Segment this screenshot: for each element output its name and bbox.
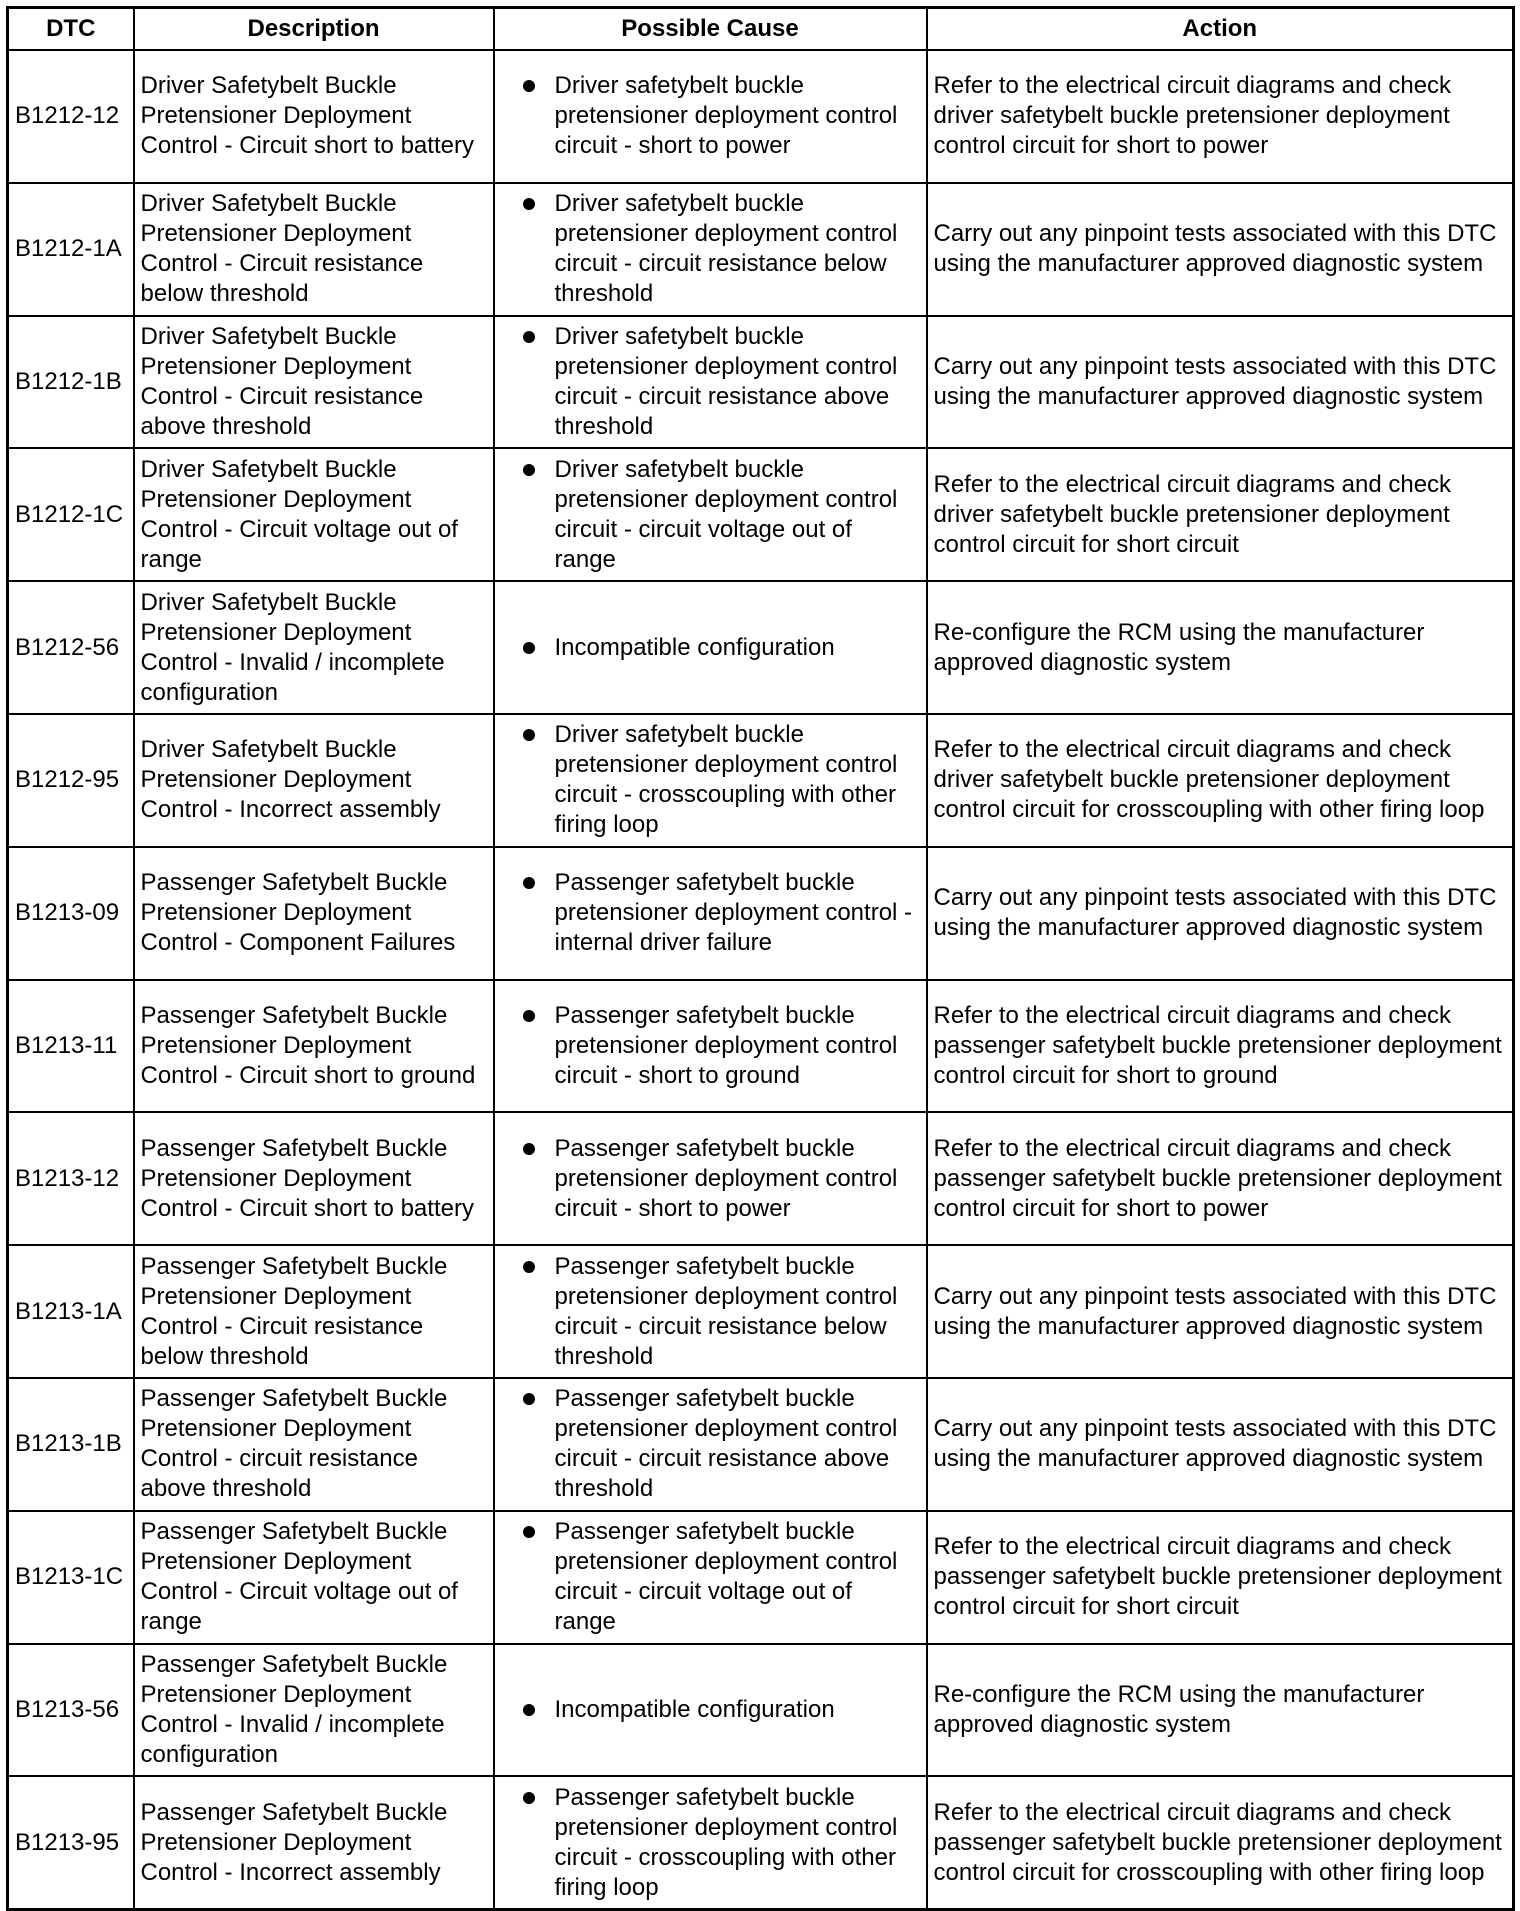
possible-cause-cell: [494, 1776, 927, 1909]
dtc-code: B1213-1A: [8, 1245, 134, 1378]
table-row: [8, 1511, 1514, 1644]
header-description: Description: [134, 8, 494, 51]
dtc-description: Passenger Safetybelt Buckle Pretensioner Deployment Control - Invalid / incomplete configuration: [134, 1644, 494, 1777]
cause-item: [501, 1001, 920, 1091]
dtc-code: B1212-1B: [8, 316, 134, 449]
possible-cause-cell: [494, 847, 927, 980]
table-row: [8, 448, 1514, 581]
action-text: Carry out any pinpoint tests associated with this DTC using the manufacturer approved diagnostic system: [927, 847, 1514, 980]
cause-item: [501, 71, 920, 161]
cause-item: [501, 189, 920, 309]
cause-item: [501, 1384, 920, 1504]
dtc-code: B1213-1C: [8, 1511, 134, 1644]
bullet-icon: [523, 80, 535, 92]
dtc-code: B1213-09: [8, 847, 134, 980]
action-text: Refer to the electrical circuit diagrams and check passenger safetybelt buckle pretensioner deployment control circuit for short to power: [927, 1112, 1514, 1245]
bullet-icon: [523, 877, 535, 889]
possible-cause-cell: [494, 1112, 927, 1245]
table-row: [8, 581, 1514, 714]
dtc-code: B1213-12: [8, 1112, 134, 1245]
bullet-icon: [523, 331, 535, 343]
bullet-icon: [523, 1393, 535, 1405]
cause-item: [501, 1783, 920, 1903]
bullet-icon: [523, 642, 535, 654]
cause-item: [501, 633, 920, 663]
possible-cause-text: Passenger safetybelt buckle pretensioner deployment control circuit - circuit resistance above threshold: [554, 1385, 898, 1503]
table-row: [8, 1378, 1514, 1511]
possible-cause-cell: [494, 714, 927, 847]
possible-cause-cell: [494, 316, 927, 449]
dtc-code: B1212-56: [8, 581, 134, 714]
dtc-description: Passenger Safetybelt Buckle Pretensioner Deployment Control - Circuit resistance below threshold: [134, 1245, 494, 1378]
bullet-icon: [523, 198, 535, 210]
table-row: [8, 50, 1514, 183]
dtc-description: Passenger Safetybelt Buckle Pretensioner Deployment Control - Component Failures: [134, 847, 494, 980]
action-text: Refer to the electrical circuit diagrams and check driver safetybelt buckle pretensioner deployment control circuit for crosscoupling with other firing loop: [927, 714, 1514, 847]
header-action: Action: [927, 8, 1514, 51]
dtc-description: Passenger Safetybelt Buckle Pretensioner Deployment Control - Circuit short to battery: [134, 1112, 494, 1245]
possible-cause-text: Passenger safetybelt buckle pretensioner deployment control circuit - short to power: [554, 1134, 898, 1222]
dtc-description: Driver Safetybelt Buckle Pretensioner Deployment Control - Circuit voltage out of range: [134, 448, 494, 581]
bullet-icon: [523, 729, 535, 741]
dtc-description: Passenger Safetybelt Buckle Pretensioner Deployment Control - Circuit voltage out of range: [134, 1511, 494, 1644]
possible-cause-text: Driver safetybelt buckle pretensioner deployment control circuit - short to power: [554, 72, 898, 160]
possible-cause-cell: [494, 1511, 927, 1644]
table-row: [8, 183, 1514, 316]
table-row: [8, 1776, 1514, 1909]
bullet-icon: [523, 1792, 535, 1804]
action-text: Refer to the electrical circuit diagrams and check driver safetybelt buckle pretensioner deployment control circuit for short circuit: [927, 448, 1514, 581]
bullet-icon: [523, 1143, 535, 1155]
table-row: [8, 714, 1514, 847]
possible-cause-text: Driver safetybelt buckle pretensioner deployment control circuit - crosscoupling with other firing loop: [554, 721, 898, 839]
cause-item: [501, 868, 920, 958]
action-text: Refer to the electrical circuit diagrams and check driver safetybelt buckle pretensioner deployment control circuit for short to power: [927, 50, 1514, 183]
possible-cause-cell: [494, 1245, 927, 1378]
action-text: Refer to the electrical circuit diagrams and check passenger safetybelt buckle pretensioner deployment control circuit for crosscoupling with other firing loop: [927, 1776, 1514, 1909]
possible-cause-text: Passenger safetybelt buckle pretensioner deployment control circuit - circuit voltage out of range: [554, 1518, 898, 1636]
table-row: [8, 1644, 1514, 1777]
possible-cause-text: Driver safetybelt buckle pretensioner deployment control circuit - circuit resistance below threshold: [554, 190, 898, 308]
dtc-code: B1213-56: [8, 1644, 134, 1777]
cause-item: [501, 322, 920, 442]
cause-item: [501, 720, 920, 840]
possible-cause-cell: [494, 448, 927, 581]
possible-cause-cell: [494, 50, 927, 183]
table-row: [8, 980, 1514, 1113]
possible-cause-text: Driver safetybelt buckle pretensioner deployment control circuit - circuit resistance above threshold: [554, 322, 898, 440]
dtc-description: Driver Safetybelt Buckle Pretensioner Deployment Control - Circuit short to battery: [134, 50, 494, 183]
action-text: Carry out any pinpoint tests associated with this DTC using the manufacturer approved diagnostic system: [927, 316, 1514, 449]
bullet-icon: [523, 1010, 535, 1022]
header-possible-cause: Possible Cause: [494, 8, 927, 51]
bullet-icon: [523, 1261, 535, 1273]
dtc-description: Passenger Safetybelt Buckle Pretensioner Deployment Control - Incorrect assembly: [134, 1776, 494, 1909]
dtc-code: B1213-11: [8, 980, 134, 1113]
dtc-code: B1213-95: [8, 1776, 134, 1909]
action-text: Carry out any pinpoint tests associated with this DTC using the manufacturer approved diagnostic system: [927, 1378, 1514, 1511]
possible-cause-text: Incompatible configuration: [554, 633, 835, 661]
possible-cause-cell: [494, 980, 927, 1113]
possible-cause-cell: [494, 183, 927, 316]
possible-cause-text: Passenger safetybelt buckle pretensioner deployment control circuit - crosscoupling with other firing loop: [554, 1783, 898, 1901]
cause-item: [501, 1517, 920, 1637]
dtc-table: [6, 6, 1515, 1911]
table-row: [8, 847, 1514, 980]
possible-cause-cell: [494, 1644, 927, 1777]
dtc-description: Driver Safetybelt Buckle Pretensioner Deployment Control - Incorrect assembly: [134, 714, 494, 847]
possible-cause-text: Passenger safetybelt buckle pretensioner deployment control circuit - circuit resistance below threshold: [554, 1252, 898, 1370]
dtc-description: Passenger Safetybelt Buckle Pretensioner Deployment Control - Circuit short to ground: [134, 980, 494, 1113]
action-text: Re-configure the RCM using the manufacturer approved diagnostic system: [927, 1644, 1514, 1777]
bullet-icon: [523, 1704, 535, 1716]
possible-cause-cell: [494, 1378, 927, 1511]
dtc-description: Passenger Safetybelt Buckle Pretensioner Deployment Control - circuit resistance above threshold: [134, 1378, 494, 1511]
table-body: [8, 50, 1514, 1909]
dtc-description: Driver Safetybelt Buckle Pretensioner Deployment Control - Circuit resistance below threshold: [134, 183, 494, 316]
cause-item: [501, 455, 920, 575]
action-text: Re-configure the RCM using the manufacturer approved diagnostic system: [927, 581, 1514, 714]
possible-cause-text: Incompatible configuration: [554, 1695, 835, 1723]
table-header-row: [8, 8, 1514, 51]
dtc-code: B1213-1B: [8, 1378, 134, 1511]
action-text: Carry out any pinpoint tests associated with this DTC using the manufacturer approved diagnostic system: [927, 183, 1514, 316]
dtc-code: B1212-1C: [8, 448, 134, 581]
dtc-description: Driver Safetybelt Buckle Pretensioner Deployment Control - Circuit resistance above threshold: [134, 316, 494, 449]
table-row: [8, 1112, 1514, 1245]
possible-cause-text: Passenger safetybelt buckle pretensioner deployment control - internal driver failure: [554, 869, 913, 957]
dtc-code: B1212-95: [8, 714, 134, 847]
action-text: Refer to the electrical circuit diagrams and check passenger safetybelt buckle pretensioner deployment control circuit for short circuit: [927, 1511, 1514, 1644]
cause-item: [501, 1252, 920, 1372]
action-text: Carry out any pinpoint tests associated with this DTC using the manufacturer approved diagnostic system: [927, 1245, 1514, 1378]
header-dtc: DTC: [8, 8, 134, 51]
table-row: [8, 1245, 1514, 1378]
dtc-code: B1212-12: [8, 50, 134, 183]
dtc-code: B1212-1A: [8, 183, 134, 316]
possible-cause-cell: [494, 581, 927, 714]
action-text: Refer to the electrical circuit diagrams and check passenger safetybelt buckle pretensioner deployment control circuit for short to ground: [927, 980, 1514, 1113]
bullet-icon: [523, 1526, 535, 1538]
possible-cause-text: Driver safetybelt buckle pretensioner deployment control circuit - circuit voltage out of range: [554, 455, 898, 573]
cause-item: [501, 1134, 920, 1224]
cause-item: [501, 1695, 920, 1725]
possible-cause-text: Passenger safetybelt buckle pretensioner deployment control circuit - short to ground: [554, 1001, 898, 1089]
bullet-icon: [523, 464, 535, 476]
table-row: [8, 316, 1514, 449]
dtc-description: Driver Safetybelt Buckle Pretensioner Deployment Control - Invalid / incomplete configuration: [134, 581, 494, 714]
